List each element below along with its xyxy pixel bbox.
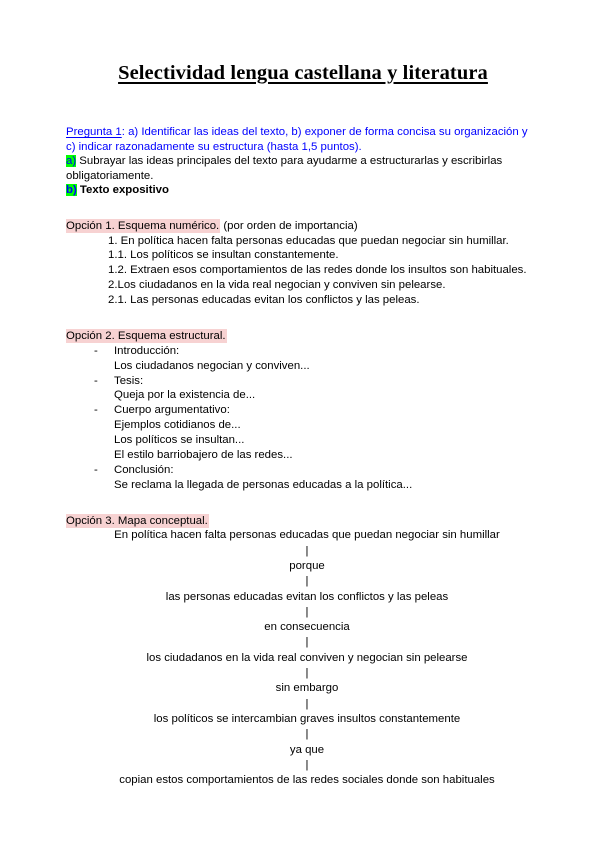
pregunta-label: Pregunta 1 <box>66 126 122 138</box>
option-3-heading-highlight: Opción 3. Mapa conceptual. <box>66 514 208 527</box>
list-item <box>66 463 540 493</box>
option-2-heading-highlight: Opción 2. Esquema estructural. <box>66 330 226 343</box>
concept-map-node: ya que <box>289 743 325 756</box>
option-1-heading-highlight: Opción 1. Esquema numérico. <box>66 219 220 232</box>
list-item: 1. En política hacen falta personas educadas que puedan negociar sin humillar. <box>108 234 509 247</box>
dash-bullet-icon: - <box>94 374 98 387</box>
concept-map-node: porque <box>289 559 325 572</box>
answer-b-marker: b) <box>66 184 77 197</box>
answer-a-line-2: obligatoriamente. <box>66 169 154 182</box>
list-item <box>66 344 540 374</box>
concept-map-connector-icon: | <box>305 575 309 588</box>
concept-map-node: en consecuencia <box>264 621 350 634</box>
pregunta-statement-line-2: c) indicar razonadamente su estructura (hasta 1,5 puntos). <box>66 140 362 153</box>
concept-map-connector-icon: | <box>305 728 309 741</box>
concept-map-node: los políticos se intercambian graves insultos constantemente <box>153 712 461 725</box>
list-item: 1.2. Extraen esos comportamientos de las redes donde los insultos son habituales. <box>108 264 527 277</box>
answer-a-marker: a) <box>66 155 77 168</box>
pregunta-statement-line-1 <box>66 125 540 140</box>
dash-label: Conclusión: <box>114 463 174 476</box>
option-3-block <box>66 493 540 789</box>
concept-map-connector-icon: | <box>305 544 309 557</box>
dash-sub-line: Se reclama la llegada de personas educadas a la política... <box>114 478 413 491</box>
dash-sub-line: Los ciudadanos negocian y conviven... <box>114 359 310 372</box>
option-2-list <box>66 344 540 493</box>
concept-map-node: copian estos comportamientos de las redes sociales donde son habituales <box>119 774 495 787</box>
option-2-block <box>66 308 540 493</box>
answer-b-text: Texto expositivo <box>76 184 169 197</box>
option-1-list <box>66 234 540 309</box>
answer-b-line <box>66 183 540 198</box>
concept-map <box>66 528 540 788</box>
concept-map-connector-icon: | <box>305 667 309 680</box>
option-1-heading <box>66 219 540 234</box>
concept-map-node: los ciudadanos en la vida real conviven y negocian sin pelearse <box>146 651 468 664</box>
dash-label: Introducción: <box>114 344 180 357</box>
answer-a-line-1 <box>66 154 540 169</box>
concept-map-node: las personas educadas evitan los conflictos y las peleas <box>165 590 449 603</box>
option-1-block <box>66 198 540 308</box>
dash-sub-line: Ejemplos cotidianos de... <box>114 419 241 432</box>
dash-bullet-icon: - <box>94 344 98 357</box>
page-title: Selectividad lengua castellana y literatura <box>118 62 488 84</box>
pregunta-block <box>66 85 540 198</box>
dash-label: Cuerpo argumentativo: <box>114 404 230 417</box>
dash-sub-line: Los políticos se insultan... <box>114 434 245 447</box>
dash-bullet-icon: - <box>94 404 98 417</box>
answer-a-text: Subrayar las ideas principales del texto para ayudarme a estructurarlas y escribirlas <box>76 155 503 168</box>
concept-map-connector-icon: | <box>305 758 309 771</box>
concept-map-node: sin embargo <box>275 682 339 695</box>
list-item: 2.1. Las personas educadas evitan los conflictos y las peleas. <box>108 294 420 307</box>
dash-bullet-icon: - <box>94 463 98 476</box>
dash-sub-line: Queja por la existencia de... <box>114 389 256 402</box>
list-item: 2.Los ciudadanos en la vida real negocian y conviven sin pelearse. <box>108 279 446 292</box>
page-content <box>66 0 540 788</box>
dash-label: Tesis: <box>114 374 144 387</box>
list-item <box>66 403 540 463</box>
list-item <box>66 374 540 404</box>
dash-sub-line: El estilo barriobajero de las redes... <box>114 449 293 462</box>
concept-map-connector-icon: | <box>305 697 309 710</box>
option-1-heading-note: (por orden de importancia) <box>220 219 358 232</box>
concept-map-connector-icon: | <box>305 636 309 649</box>
list-item: 1.1. Los políticos se insultan constantemente. <box>108 249 339 262</box>
option-3-heading <box>66 514 540 529</box>
option-2-heading <box>66 329 540 344</box>
pregunta-statement-part1: : a) Identificar las ideas del texto, b) exponer de forma concisa su organización y <box>121 126 528 138</box>
concept-map-connector-icon: | <box>305 605 309 618</box>
concept-map-node: En política hacen falta personas educadas que puedan negociar sin humillar <box>114 529 500 542</box>
